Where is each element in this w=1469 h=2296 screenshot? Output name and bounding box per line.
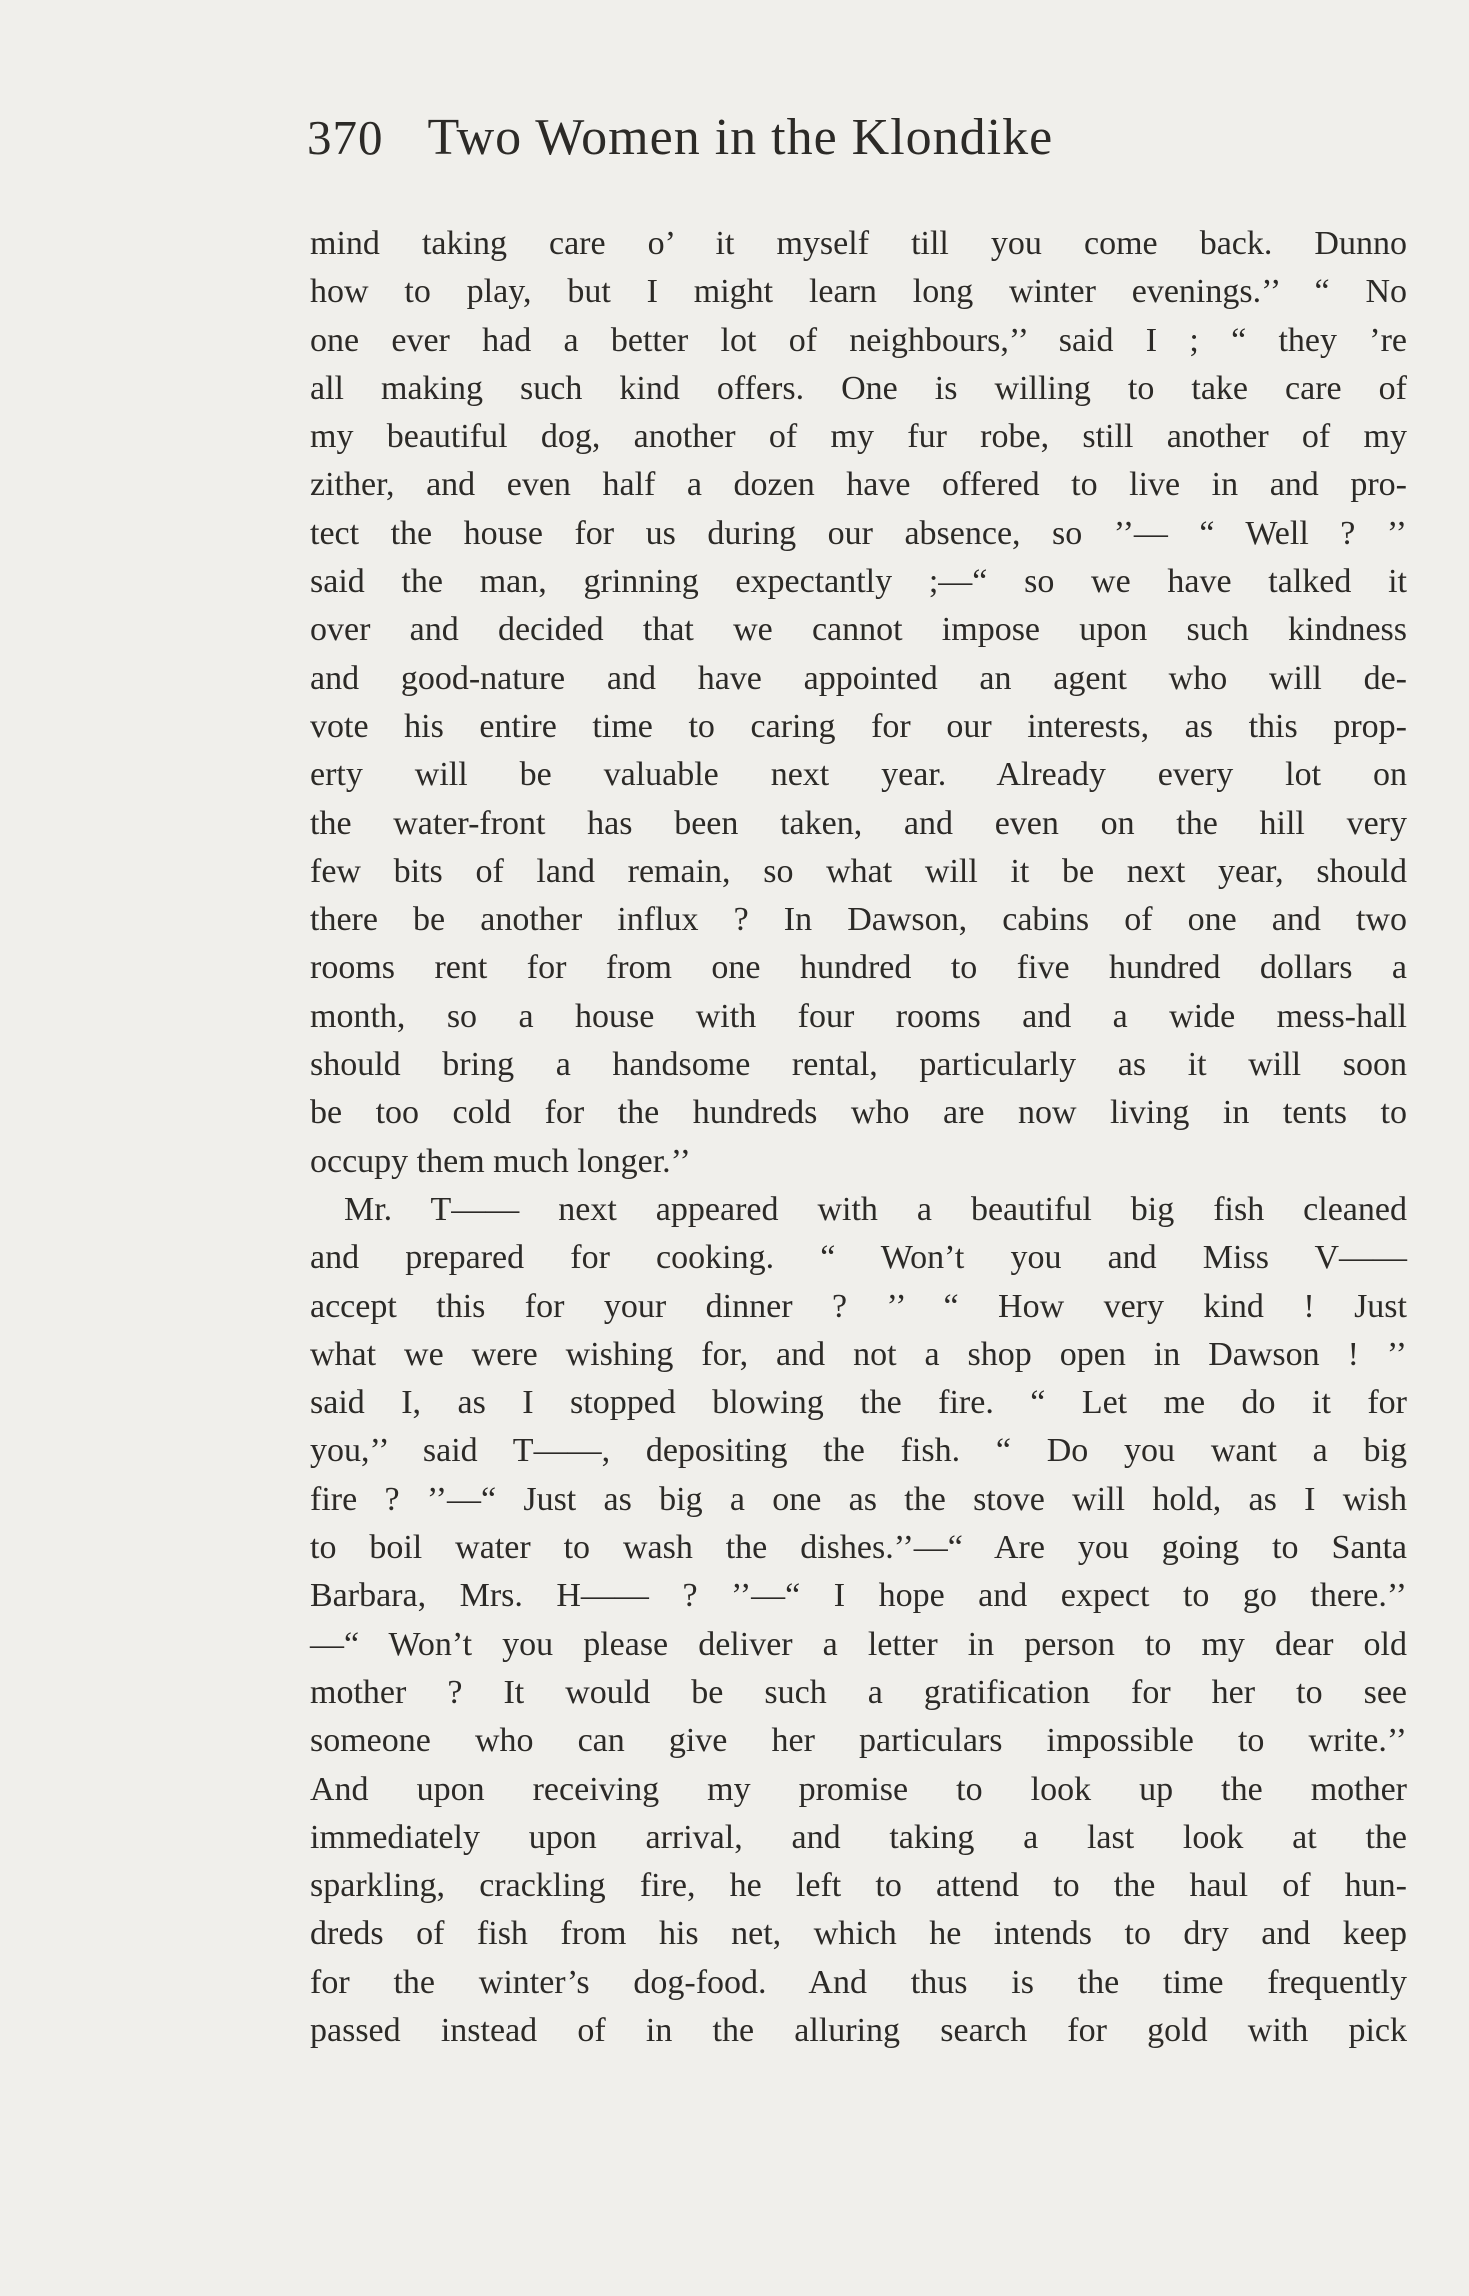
page-number: 370 [307, 110, 384, 165]
text-line: fire ? ’’—“ Just as big a one as the stove will hold, as I wish [310, 1480, 1407, 1518]
running-head [307, 108, 1307, 178]
text-line: erty will be valuable next year. Already every lot on [310, 756, 1407, 794]
text-line: —“ Won’t you please deliver a letter in person to my dear old [310, 1625, 1407, 1663]
text-line: for the winter’s dog-food. And thus is the time frequently [310, 1963, 1407, 2001]
running-title: Two Women in the Klondike [427, 109, 1054, 166]
text-line: tect the house for us during our absence, so ’’— “ Well ? ’’ [310, 514, 1407, 552]
text-line: and prepared for cooking. “ Won’t you and Miss V—— [310, 1239, 1407, 1277]
text-line: rooms rent for from one hundred to five hundred dollars a [310, 949, 1407, 987]
text-line: how to play, but I might learn long winter evenings.’’ “ No [310, 273, 1407, 311]
text-line: what we were wishing for, and not a shop open in Dawson ! ’’ [310, 1335, 1407, 1373]
text-line: occupy them much longer.’’ [310, 1142, 691, 1180]
text-line: Mr. T—— next appeared with a beautiful big fish cleaned [344, 1190, 1407, 1228]
text-line: be too cold for the hundreds who are now living in tents to [310, 1094, 1407, 1132]
text-line: vote his entire time to caring for our interests, as this prop- [310, 707, 1407, 745]
text-line: month, so a house with four rooms and a wide mess-hall [310, 997, 1407, 1035]
text-line: accept this for your dinner ? ’’ “ How very kind ! Just [310, 1287, 1407, 1325]
text-line: said I, as I stopped blowing the fire. “ Let me do it for [310, 1384, 1407, 1422]
text-line: mind taking care o’ it myself till you come back. Dunno [310, 225, 1407, 262]
text-line: the water-front has been taken, and even on the hill very [310, 804, 1407, 842]
text-line: and good-nature and have appointed an agent who will de- [310, 659, 1407, 697]
body-text [310, 220, 1407, 2055]
text-line: immediately upon arrival, and taking a last look at the [310, 1818, 1407, 1856]
text-line: you,’’ said T——, depositing the fish. “ Do you want a big [310, 1432, 1407, 1470]
text-line: passed instead of in the alluring search for gold with pick [310, 2011, 1407, 2049]
text-line: there be another influx ? In Dawson, cabins of one and two [310, 901, 1407, 939]
text-line: sparkling, crackling fire, he left to attend to the haul of hun- [310, 1867, 1407, 1905]
text-line: all making such kind offers. One is willing to take care of [310, 369, 1407, 407]
text-line: zither, and even half a dozen have offered to live in and pro- [310, 466, 1407, 504]
text-line: few bits of land remain, so what will it be next year, should [310, 852, 1407, 890]
text-line: someone who can give her particulars impossible to write.’’ [310, 1722, 1407, 1760]
text-line: my beautiful dog, another of my fur robe, still another of my [310, 418, 1407, 456]
text-line: Barbara, Mrs. H—— ? ’’—“ I hope and expect to go there.’’ [310, 1577, 1407, 1615]
text-line: to boil water to wash the dishes.’’—“ Are you going to Santa [310, 1529, 1407, 1567]
text-line: And upon receiving my promise to look up the mother [310, 1770, 1407, 1808]
text-line: dreds of fish from his net, which he intends to dry and keep [310, 1915, 1407, 1953]
text-line: should bring a handsome rental, particularly as it will soon [310, 1046, 1407, 1084]
text-line: over and decided that we cannot impose upon such kindness [310, 611, 1407, 649]
text-line: said the man, grinning expectantly ;—“ so we have talked it [310, 563, 1407, 601]
text-line: mother ? It would be such a gratification for her to see [310, 1673, 1407, 1711]
text-line: one ever had a better lot of neighbours,’’ said I ; “ they ’re [310, 321, 1407, 359]
